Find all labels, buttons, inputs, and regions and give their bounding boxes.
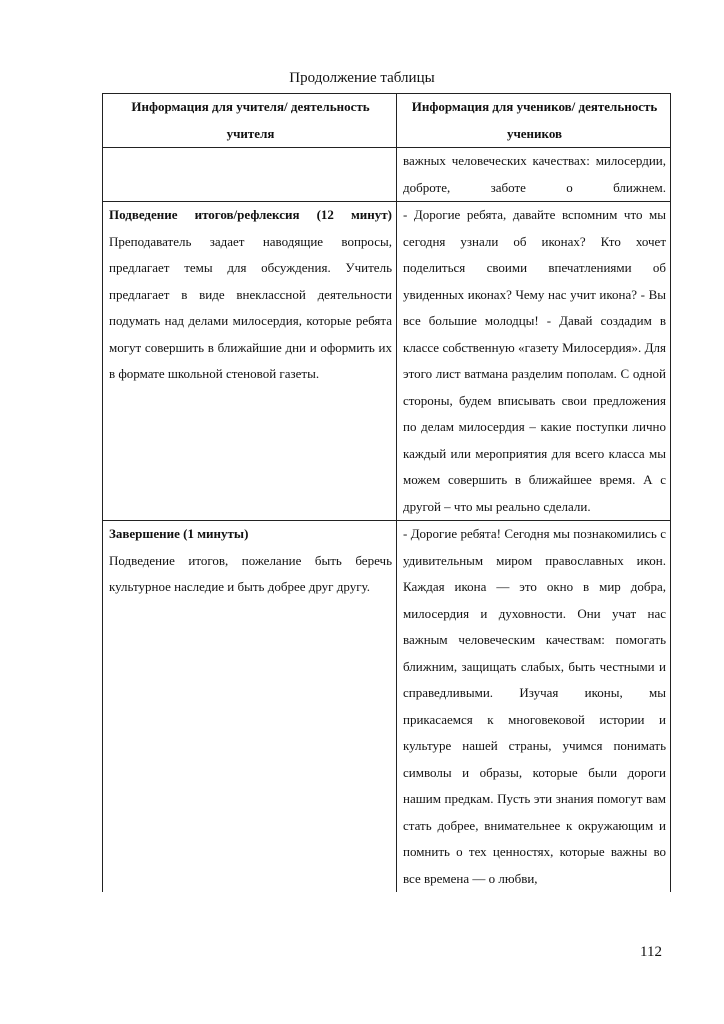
table-row: [103, 148, 671, 202]
lesson-table: [102, 93, 671, 892]
section-title-conclusion: Завершение (1 минуты): [109, 526, 249, 541]
row-2-left: [103, 202, 397, 521]
student-text-conclusion: - Дорогие ребята! Сегодня мы познакомились с удивительным миром православных икон. Каждая икона — это окно в мир добра, милосердия и духовности. Они учат нас важным человеческим качествам: помогать ближним, защищать слабых, быть честными и справедливыми. Изучая иконы, мы прикасаемся к многовековой истории и культуре нашей страны, учимся понимать символы и образы, которые были дороги нашим предкам. Пусть эти знания помогут вам стать добрее, внимательнее к окружающим и помнить о тех ценностях, которые важны во все времена — о любви,: [397, 521, 671, 893]
row-3-left: [103, 521, 397, 893]
row-1-left: [103, 148, 397, 202]
header-teacher: Информация для учителя/ деятельность учителя: [103, 94, 397, 148]
table-header-row: [103, 94, 671, 148]
table-caption: Продолжение таблицы: [289, 70, 435, 86]
teacher-text-reflection: Преподаватель задает наводящие вопросы, предлагает темы для обсуждения. Учитель предлагает в виде внеклассной деятельности подумать над делами милосердия, которые ребята могут совершить в ближайшие дни и оформить их в формате школьной стеновой газеты.: [109, 233, 392, 381]
table-row: [103, 521, 671, 893]
header-students: Информация для учеников/ деятельность учеников: [397, 94, 671, 148]
row-1-right: важных человеческих качествах: милосердии, доброте, заботе о ближнем.: [397, 148, 671, 202]
section-title-reflection: Подведение итогов/рефлексия (12 минут): [109, 207, 392, 222]
table-row: [103, 202, 671, 521]
page-number: 112: [640, 944, 662, 960]
student-text-reflection: - Дорогие ребята, давайте вспомним что мы сегодня узнали об иконах? Кто хочет поделиться своими впечатлениями об увиденных иконах? Чему нас учит икона? - Вы все большие молодцы! - Давай создадим в классе собственную «газету Милосердия». Для этого лист ватмана разделим пополам. С одной стороны, будем вписывать свои предложения по делам милосердия – какие поступки лично каждый или мероприятия для всего класса мы можем совершить в ближайшее время. А с другой – что мы реально сделали.: [397, 202, 671, 521]
teacher-text-conclusion: Подведение итогов, пожелание быть беречь культурное наследие и быть добрее друг другу.: [109, 552, 392, 594]
